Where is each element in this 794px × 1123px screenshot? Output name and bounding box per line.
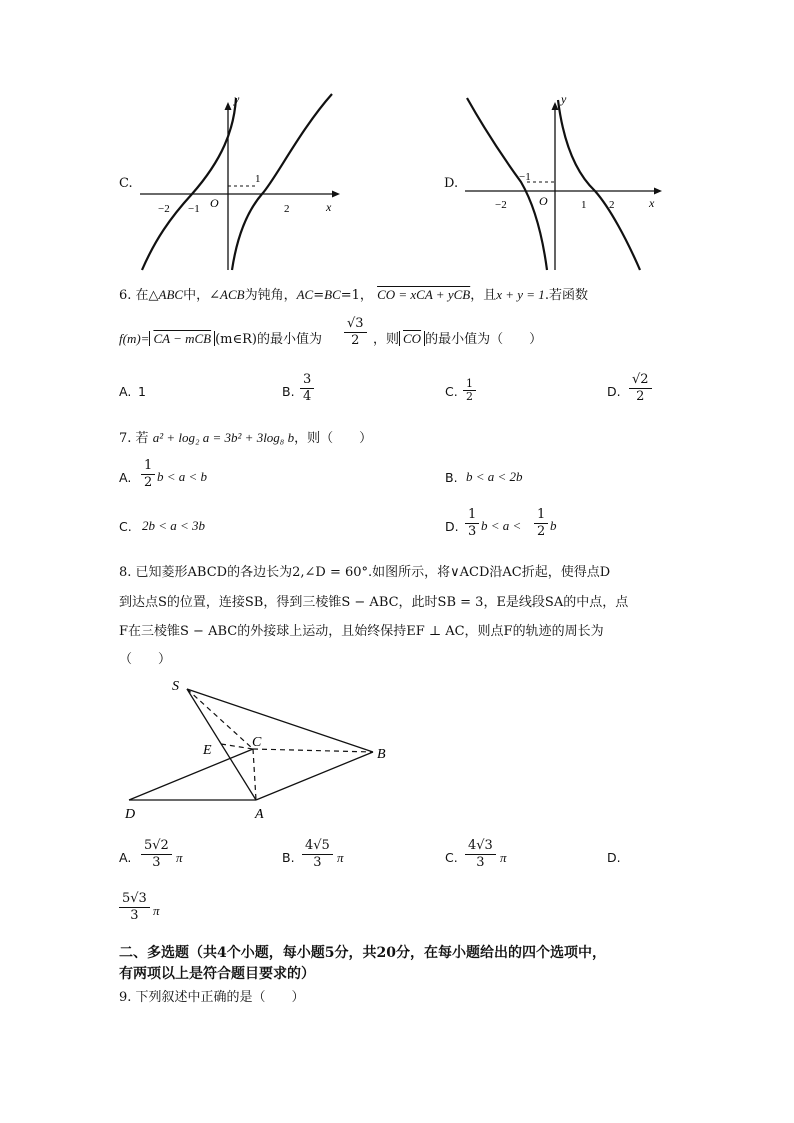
q6-option-b-den: 4 [303,389,312,404]
q8-pyramid-figure [115,672,405,824]
q9-number: 9. [119,990,132,1005]
q6-line1 [119,284,588,303]
graph-d-origin: O [539,194,548,208]
graph-c-y-label: y [234,92,240,106]
q7-option-d-rest: b [550,518,557,533]
graph-d-x-label: x [649,196,655,210]
q6-option-d-label: D. [607,384,621,399]
q6-option-a-value: 1 [138,384,146,399]
q8-line3: F在三棱锥S − ABC的外接球上运动，且始终保持EF ⊥ AC，则点F的轨迹的周长为 [119,624,604,639]
q6-text-b: 中，∠ [183,288,221,303]
q6-line2-end [373,328,542,347]
graph-c-x-label: x [326,200,332,214]
q6-min-num: √3 [344,316,367,333]
q8-text-line1: 已知菱形ABCD的各边长为2,∠D = 60°.如图所示，将∨ACD沿AC折起，使得点D [135,565,611,580]
q8-option-d-num: 5√3 [119,891,150,908]
section2-heading-line2: 有两项以上是符合题目要求的） [119,966,315,982]
q6-co: $\overline{CO}$ [399,331,425,346]
q7-option-c-label: C. [119,519,132,534]
q8-option-a-den: 3 [152,855,161,870]
q8-option-d-label: D. [607,850,621,865]
q6-option-b-num: 3 [300,372,314,389]
q8-label-e: E [203,743,212,758]
graph-d-tick-1: 1 [581,199,587,211]
q7-number: 7. [119,431,132,446]
q8-option-c-fraction [465,838,496,871]
graph-c-tick-2: 2 [284,203,290,215]
q8-option-b-pi: π [337,850,344,865]
section2-heading-line1: 二、多选题（共4个小题，每小题5分，共20分，在每小题给出的四个选项中， [119,945,606,961]
q6-option-a-label: A. [119,384,132,399]
q8-option-c-pi: π [500,850,507,865]
q7-if: 若 [135,431,149,446]
q8-option-d-den: 3 [130,908,139,923]
q9-stem [119,986,305,1005]
q7-option-d-fraction1 [465,507,479,540]
q7-option-d-fraction2 [534,507,548,540]
q6-min-den: 2 [351,333,360,348]
q7-option-a-fraction [141,458,155,491]
graph-c-tick-neg2: −2 [158,203,170,215]
q7-equation: a² + log₂ a = 3b² + 3log₈ b [152,430,295,445]
q6-option-c-num: 1 [463,378,476,391]
q6-vector-eq: CO = xCA + yCB [377,287,471,302]
q8-number: 8. [119,565,132,580]
graph-c [130,90,350,275]
q6-acb: ACB [220,287,245,302]
q6-text-a: 在△ [135,288,159,303]
q6-text-c: 为钝角， [244,288,297,303]
q7-option-b-label: B. [445,470,458,485]
q6-eq: = [313,288,325,303]
q6-domain: (m∈R)的最小值为 [215,332,322,347]
graph-d-tick-2: 2 [609,199,615,211]
q6-line2 [119,328,322,347]
q6-option-d-den: 2 [636,389,645,404]
q6-condition: x + y = 1 [496,287,545,302]
q8-option-b-den: 3 [313,855,322,870]
graph-c-origin: O [210,196,219,210]
q8-label-c: C [252,735,262,750]
graph-d-tick-neg2: −2 [495,199,507,211]
q7-option-d-num2: 1 [534,507,548,524]
q7-end: ，则（ ） [294,431,373,446]
q7-option-c-text: 2b < a < 3b [142,518,206,533]
q8-option-d-fraction [119,891,150,924]
graph-c-tick-y1: 1 [255,173,261,185]
q7-option-a-label: A. [119,470,132,485]
q8-option-c-label: C. [445,850,458,865]
q6-text-g: =1， [340,288,373,303]
graph-d-y-label: y [561,92,567,106]
graph-d-tick-yneg1: −1 [519,171,531,183]
q6-option-b-fraction [300,372,314,405]
q8-line4: （ ） [119,652,172,667]
q6-min-fraction [344,316,367,349]
q6-text-h: ，且 [470,288,497,303]
q7-option-d-label: D. [445,519,459,534]
q6-number: 6. [119,288,132,303]
q8-label-d: D [125,807,136,822]
q7-option-a-den: 2 [144,475,153,490]
q6-abc: ABC [158,287,184,302]
q8-label-a: A [255,807,264,822]
q8-option-a-label: A. [119,850,132,865]
option-c-label: C. [119,176,133,191]
q8-option-b-label: B. [282,850,295,865]
graph-c-tick-neg1: −1 [188,203,200,215]
q9-text: 下列叙述中正确的是（ ） [135,990,305,1005]
q6-option-c-fraction [463,378,476,403]
q8-option-d-pi: π [153,903,160,918]
q7-stem [119,427,372,446]
q8-option-c-den: 3 [476,855,485,870]
q8-label-s: S [172,679,179,694]
q6-option-c-den: 2 [466,390,473,403]
q8-option-b-fraction [302,838,333,871]
q8-option-a-pi: π [176,850,183,865]
q6-option-d-num: √2 [629,372,652,389]
q8-option-a-num: 5√2 [141,838,172,855]
q7-option-d-mid: b < a < [481,518,522,533]
option-d-label: D. [444,176,459,191]
q6-option-d-fraction [629,372,652,405]
q6-option-c-label: C. [445,384,458,399]
q6-abs-expr: CA − mCB [149,331,215,346]
q6-bc: BC [324,287,341,302]
q8-line2: 到达点S的位置，连接SB，得到三棱锥S − ABC，此时SB = 3，E是线段SA的中点，点 [119,595,629,610]
q6-then: ，则 [373,332,400,347]
q7-option-d-num1: 1 [465,507,479,524]
q7-option-a-text: b < a < b [157,469,208,484]
q6-func: f(m)= [119,331,150,346]
q8-line1 [119,561,610,580]
q6-text-i: .若函数 [544,288,588,303]
q8-option-a-fraction [141,838,172,871]
q8-option-b-num: 4√5 [302,838,333,855]
q8-option-c-num: 4√3 [465,838,496,855]
q7-option-a-num: 1 [141,458,155,475]
q7-option-b-text: b < a < 2b [466,469,523,484]
q6-end: 的最小值为（ ） [425,332,543,347]
q8-label-b: B [377,747,386,762]
q6-option-b-label: B. [282,384,295,399]
q7-option-d-den2: 2 [537,524,546,539]
q6-ac: AC [296,287,314,302]
q7-option-d-den1: 3 [468,524,477,539]
graph-d [455,90,670,275]
